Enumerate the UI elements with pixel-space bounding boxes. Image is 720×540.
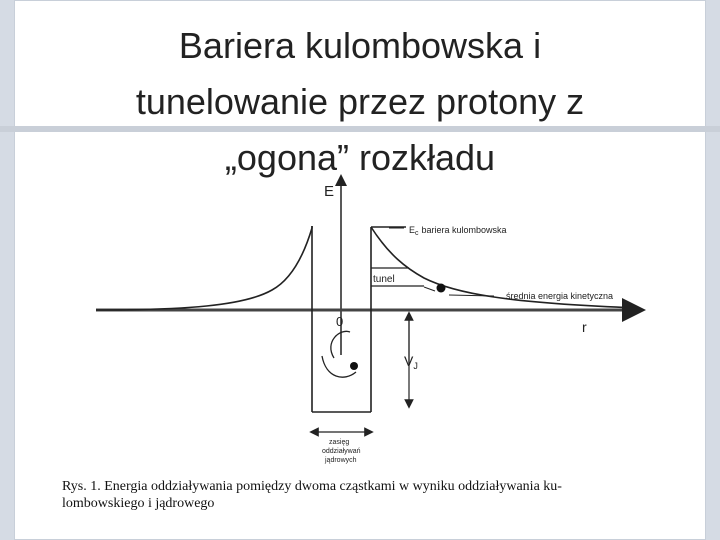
slide-frame-left [0, 0, 14, 540]
slide-title-line-1: Bariera kulombowska i [178, 25, 542, 67]
mean-energy-leader [449, 295, 494, 296]
range-label-line-3: jądrowych [325, 457, 357, 464]
slide-title-line-3: „ogona” rozkładu [224, 137, 496, 179]
mean-energy-label: średnia energia kinetyczna [506, 291, 614, 301]
slide-frame-right [706, 0, 720, 540]
range-label-line-2: oddziaływań [322, 448, 361, 455]
left-coulomb-curve [96, 226, 312, 310]
caption-line-2: lombowskiego i jądrowego [62, 496, 215, 511]
diagram-svg [44, 160, 684, 526]
caption-line-1: Rys. 1. Energia oddziaływania pomiędzy dwoma cząstkami w wyniku oddziaływania ku- [62, 479, 562, 494]
origin-label: 0 [336, 314, 344, 329]
tunnel-label: tunel [373, 274, 395, 285]
e-axis-label: E [324, 183, 335, 200]
coulomb-barrier-diagram [44, 160, 684, 526]
barrier-label: $E_c$ bariera kulombowska [409, 225, 507, 237]
proton-leader [424, 287, 435, 291]
slide-title-line-2: tunelowanie przez protony z [135, 81, 585, 123]
r-axis-label: r [582, 319, 587, 335]
depth-label: $V_J$ [404, 353, 418, 371]
figure-caption [62, 478, 682, 512]
nucleon-inside [350, 362, 358, 370]
range-label-line-1: zasięg [329, 439, 350, 446]
proton-outside [437, 284, 446, 293]
